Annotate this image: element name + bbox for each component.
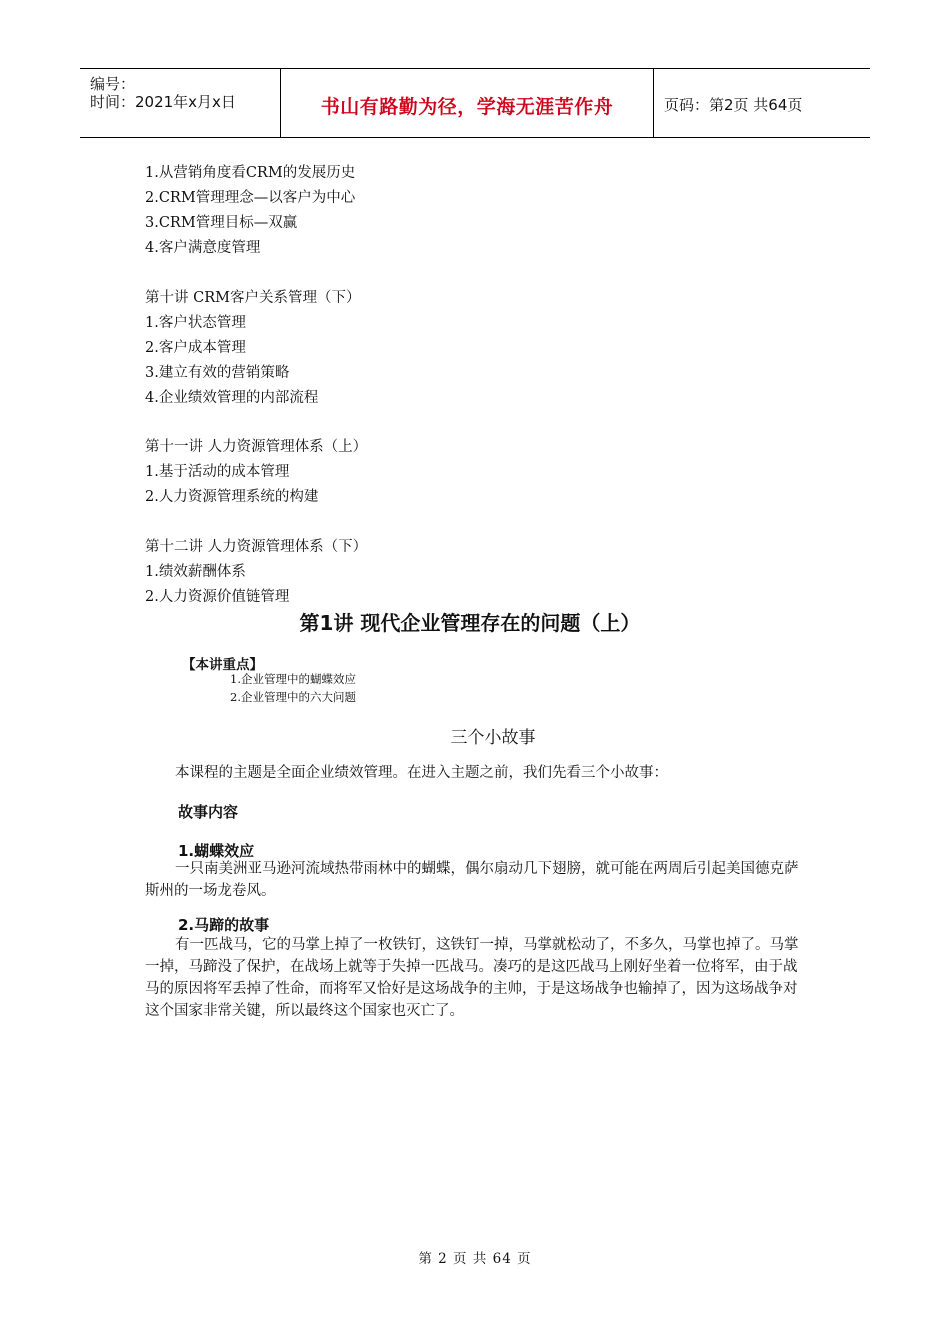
document-time: 时间：2021年x月x日 <box>90 93 236 111</box>
key-point-item: 2.企业管理中的六大问题 <box>230 690 356 704</box>
story-1-text: 一只南美洲亚马逊河流域热带雨林中的蝴蝶，偶尔扇动几下翅膀，就可能在两周后引起美国德克萨斯州的一场龙卷风。 <box>145 861 799 899</box>
intro-paragraph: 本课程的主题是全面企业绩效管理。在进入主题之前，我们先看三个小故事： <box>175 765 668 781</box>
page-indicator: 页码：第2页 共64页 <box>664 96 803 114</box>
list-item: 2.客户成本管理 <box>145 340 246 356</box>
list-item: 1.基于活动的成本管理 <box>145 464 290 480</box>
list-item: 1.客户状态管理 <box>145 315 246 331</box>
story-1-title: 1.蝴蝶效应 <box>178 842 255 860</box>
list-item: 1.绩效薪酬体系 <box>145 564 246 580</box>
stories-heading: 三个小故事 <box>450 728 536 748</box>
story-content-label: 故事内容 <box>178 803 239 821</box>
section-heading: 第十一讲 人力资源管理体系（上） <box>145 439 368 455</box>
list-item: 2.人力资源管理系统的构建 <box>145 489 319 505</box>
header-table <box>80 68 870 138</box>
page-footer: 第 2 页 共 64 页 <box>418 1251 532 1267</box>
list-item: 4.企业绩效管理的内部流程 <box>145 390 319 406</box>
story-2-text: 有一匹战马，它的马掌上掉了一枚铁钉，这铁钉一掉，马掌就松动了，不多久，马掌也掉了。马掌一掉，马蹄没了保护，在战场上就等于失掉一匹战马。凑巧的是这匹战马上刚好坐着一位将军，由于战马的原因将军丢掉了性命，而将军又恰好是这场战争的主帅，于是这场战争也输掉了，因为这场战争对这个国家非常关键，所以最终这个国家也灭亡了。 <box>145 937 799 1019</box>
lecture-title: 第1讲 现代企业管理存在的问题（上） <box>299 611 641 635</box>
section-heading: 第十二讲 人力资源管理体系（下） <box>145 539 368 555</box>
story-2-title: 2.马蹄的故事 <box>178 916 270 934</box>
list-item: 4.客户满意度管理 <box>145 240 261 256</box>
key-points-label: 【本讲重点】 <box>182 657 263 673</box>
key-point-item: 1.企业管理中的蝴蝶效应 <box>230 672 356 686</box>
list-item: 3.CRM管理目标—双赢 <box>145 215 298 231</box>
header-info-cell <box>80 69 280 137</box>
list-item: 2.人力资源价值链管理 <box>145 589 290 605</box>
header-motto-cell <box>280 69 654 137</box>
motto: 书山有路勤为径，学海无涯苦作舟 <box>320 96 614 118</box>
section-heading: 第十讲 CRM客户关系管理（下） <box>145 290 361 306</box>
list-item: 1.从营销角度看CRM的发展历史 <box>145 165 356 181</box>
document-number: 编号： <box>90 75 136 93</box>
list-item: 3.建立有效的营销策略 <box>145 365 290 381</box>
list-item: 2.CRM管理理念—以客户为中心 <box>145 190 356 206</box>
header-page-cell <box>654 69 870 137</box>
